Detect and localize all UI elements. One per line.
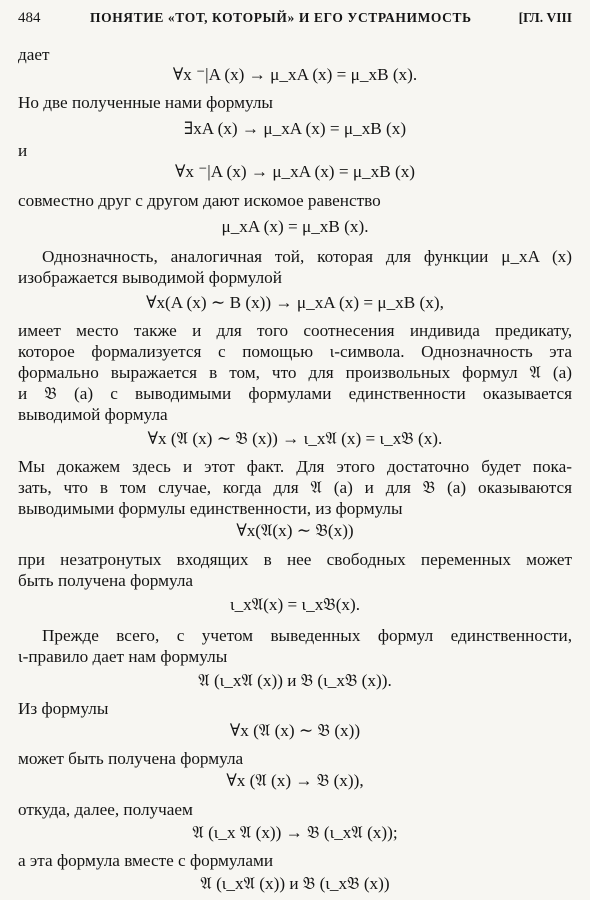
running-title: ПОНЯТИЕ «ТОТ, КОТОРЫЙ» И ЕГО УСТРАНИМОСТЬ (90, 10, 472, 25)
text-line: которое формализуется с помощью ι-символа. Однозначность эта (18, 342, 572, 361)
formula: 𝔄 (ι_x𝔄 (x)) и 𝔅 (ι_x𝔅 (x)) (200, 874, 390, 893)
text-line: и 𝔅 (a) с выводимыми формулами единственности оказывается (18, 384, 572, 403)
formula: ∀x (𝔄 (x) ∼ 𝔅 (x)) → ι_x𝔄 (x) = ι_x𝔅 (x). (147, 429, 443, 448)
text-line: Но две полученные нами формулы (18, 93, 273, 112)
text-line: ι-правило дает нам формулы (18, 647, 228, 666)
formula: μ_xA (x) = μ_xB (x). (221, 217, 369, 236)
text-line: формально выражается в том, что для произвольных формул 𝔄 (a) (18, 363, 572, 382)
formula: ι_x𝔄(x) = ι_x𝔅(x). (229, 595, 361, 614)
text-line: зать, что в том случае, когда для 𝔄 (a) и для 𝔅 (a) оказываются (18, 478, 572, 497)
formula: ∃xA (x) → μ_xA (x) = μ_xB (x) (183, 119, 407, 138)
formula: ∀x (𝔄 (x) → 𝔅 (x)), (226, 771, 364, 790)
text-line: может быть получена формула (18, 749, 244, 768)
text-line: изображается выводимой формулой (18, 268, 282, 287)
text-line: выводимой формула (18, 405, 168, 424)
page-number: 484 (18, 10, 41, 26)
text-line: и (18, 141, 28, 160)
text-line: выводимыми формулы единственности, из формулы (18, 499, 403, 518)
formula: ∀x(𝔄(x) ∼ 𝔅(x)) (236, 521, 354, 540)
text-line: а эта формула вместе с формулами (18, 851, 274, 870)
running-header (18, 6, 572, 30)
formula: ∀x ⁻|A (x) → μ_xA (x) = μ_xB (x) (174, 162, 416, 181)
text-line: Из формулы (18, 699, 109, 718)
text-line: Прежде всего, с учетом выведенных формул единственности, (42, 626, 572, 645)
formula: 𝔄 (ι_x 𝔄 (x)) → 𝔅 (ι_x𝔄 (x)); (192, 823, 398, 842)
formula: 𝔄 (ι_x𝔄 (x)) и 𝔅 (ι_x𝔅 (x)). (198, 671, 392, 690)
text-line: при незатронутых входящих в нее свободных переменных может (18, 550, 572, 569)
text-line: Мы докажем здесь и этот факт. Для этого достаточно будет пока- (18, 457, 572, 476)
text-line: откуда, далее, получаем (18, 800, 193, 819)
text-line: быть получена формула (18, 571, 194, 590)
text-line: Однозначность, аналогичная той, которая для функции μ_xA (x) (42, 247, 572, 266)
formula: ∀x ⁻|A (x) → μ_xA (x) = μ_xB (x). (172, 65, 418, 84)
formula: ∀x (𝔄 (x) ∼ 𝔅 (x)) (229, 721, 361, 740)
text-line: совместно друг с другом дают искомое равенство (18, 191, 381, 210)
text-line: дает (18, 45, 50, 64)
chapter-label: [ГЛ. VIII (518, 10, 572, 25)
formula: ∀x(A (x) ∼ B (x)) → μ_xA (x) = μ_xB (x), (146, 293, 444, 312)
text-line: имеет место также и для того соотнесения индивида предикату, (18, 321, 572, 340)
